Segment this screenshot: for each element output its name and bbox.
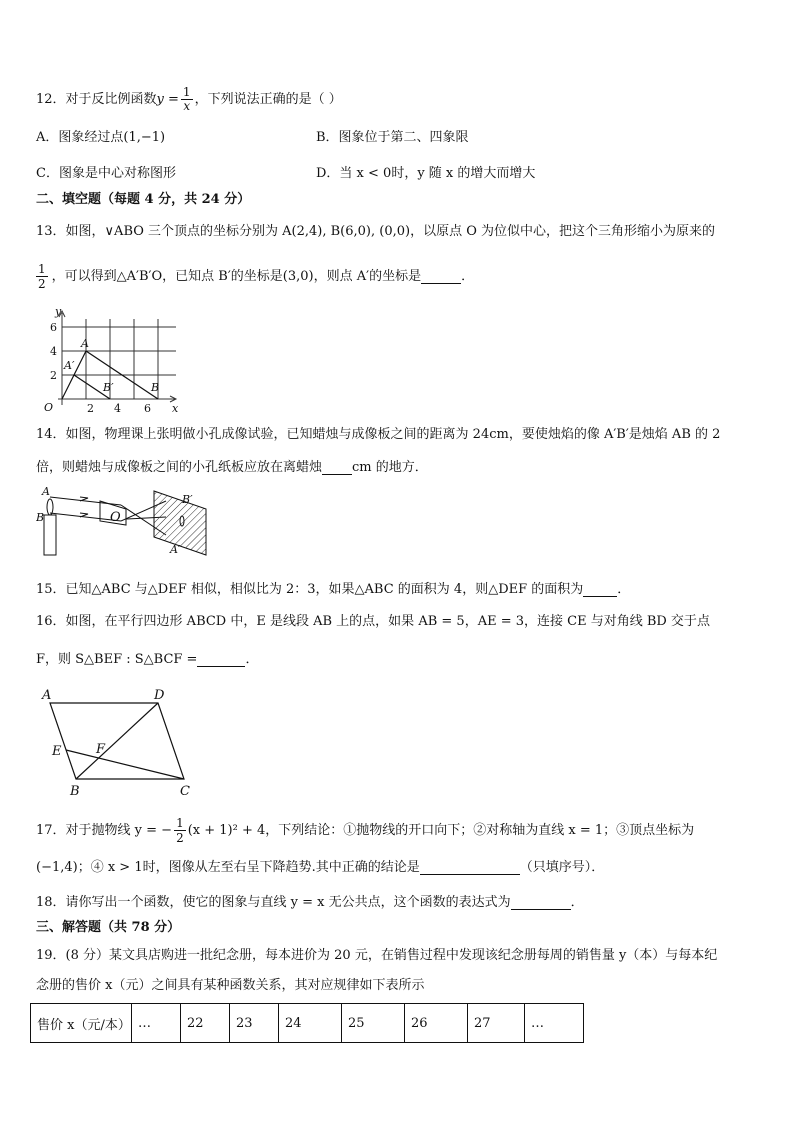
q12-func-lhs: y = — [156, 92, 179, 107]
table-cell: 27 — [468, 1004, 525, 1043]
q19-line2: 念册的售价 x（元）之间具有某种函数关系，其对应规律如下表所示 — [36, 978, 425, 993]
q14-figure — [36, 485, 211, 559]
q16-line2: F，则 S△BEF : S△BCF = ． — [36, 652, 259, 667]
q16-answer-blank[interactable] — [197, 652, 245, 667]
q14-label-O: O — [110, 510, 121, 525]
table-cell: … — [525, 1004, 584, 1043]
q14-answer-blank[interactable] — [322, 460, 352, 475]
q16-figure — [36, 685, 206, 800]
q13-y-axis-label: y — [55, 305, 62, 318]
q18-answer-blank[interactable] — [511, 895, 571, 910]
q19-price-table — [30, 1003, 584, 1043]
q13-label-A-prime: A′ — [64, 359, 75, 372]
q14-label-B-prime: B′ — [182, 493, 193, 506]
q13-line2: $\frac{1}{2}$ ，可以得到△A′B′O，已知点 B′的坐标是(3,0)，则点 A′的坐标是 ． — [38, 262, 475, 291]
q12-option-b: B．图象位于第二、四象限 — [316, 130, 469, 145]
q14-label-A: A — [42, 485, 50, 498]
q12-fraction: $\frac{1}{x}$ — [182, 85, 191, 113]
q13-figure — [36, 305, 186, 415]
candle-icon — [44, 515, 56, 555]
q13-label-B-prime: B′ — [103, 381, 114, 394]
q13-x-axis-label: x — [172, 402, 179, 415]
q13-label-A: A — [81, 337, 89, 350]
q13-y-tick-6: 6 — [50, 321, 57, 334]
q12-option-c: C．图象是中心对称图形 — [36, 166, 176, 181]
q13-label-B: B — [151, 381, 160, 394]
section-3-heading: 三、解答题（共 78 分） — [36, 920, 181, 935]
q14-line1: 14．如图，物理课上张明做小孔成像试验，已知蜡烛与成像板之间的距离为 24cm，要使烛焰的像 A′B′是烛焰 AB 的 2 — [36, 427, 721, 442]
q14-label-B: B — [36, 511, 45, 524]
table-cell: 25 — [342, 1004, 405, 1043]
q12-option-a: A．图象经过点(1,−1) — [36, 130, 166, 145]
q14-label-A-prime: A′ — [170, 543, 181, 556]
q15-answer-blank[interactable] — [583, 582, 617, 597]
q17-fraction: $\frac{1}{2}$ — [176, 816, 184, 845]
q12-stem: 12．对于反比例函数y = $\frac{1}{x}$ ，下列说法正确的是（ ） — [36, 85, 342, 113]
q13-fraction: $\frac{1}{2}$ — [38, 262, 46, 291]
section-2-heading: 二、填空题（每题 4 分，共 24 分） — [36, 192, 251, 207]
q12-option-d: D．当 x < 0时，y 随 x 的增大而增大 — [316, 166, 536, 181]
table-cell: 24 — [279, 1004, 342, 1043]
q13-x-tick-4: 4 — [114, 402, 121, 415]
table-cell: … — [132, 1004, 181, 1043]
table-cell: 22 — [181, 1004, 230, 1043]
q16-label-E: E — [52, 744, 62, 759]
table-header-cell: 售价 x（元/本） — [31, 1004, 132, 1043]
q17-line2: (−1,4)；④ x > 1时，图像从左至右呈下降趋势.其中正确的结论是 （只填序号）． — [36, 860, 605, 875]
q14-line2: 倍，则蜡烛与成像板之间的小孔纸板应放在离蜡烛 cm 的地方． — [36, 460, 428, 475]
q13-answer-blank[interactable] — [421, 269, 461, 284]
q13-y-tick-4: 4 — [50, 345, 57, 358]
q13-x-tick-2: 2 — [87, 402, 94, 415]
q17-answer-blank[interactable] — [420, 860, 520, 875]
q17-line1: 17．对于抛物线 y = − $\frac{1}{2}$ (x + 1)² + 4，下列结论：①抛物线的开口向下；②对称轴为直线 x = 1；③顶点坐标为 — [36, 816, 695, 845]
q19-line1: 19．(8 分）某文具店购进一批纪念册，每本进价为 20 元，在销售过程中发现该纪念册每周的销售量 y（本）与每本纪 — [36, 948, 718, 963]
q16-label-C: C — [180, 784, 190, 799]
q13-x-tick-6: 6 — [144, 402, 151, 415]
q16-label-D: D — [154, 688, 165, 703]
q13-y-tick-2: 2 — [50, 369, 57, 382]
table-cell: 23 — [230, 1004, 279, 1043]
q16-label-B: B — [70, 784, 80, 799]
q15-text: 15．已知△ABC 与△DEF 相似，相似比为 2：3，如果△ABC 的面积为 4，则△DEF 的面积为 ． — [36, 582, 631, 597]
q16-label-A: A — [42, 688, 52, 703]
q18-text: 18．请你写出一个函数，使它的图象与直线 y = x 无公共点，这个函数的表达式为 ． — [36, 895, 584, 910]
q13-line1: 13．如图，∨ABO 三个顶点的坐标分别为 A(2,4), B(6,0), (0,0)，以原点 O 为位似中心，把这个三角形缩小为原来的 — [36, 224, 716, 239]
table-cell: 26 — [405, 1004, 468, 1043]
q16-label-F: F — [96, 742, 106, 757]
q16-line1: 16．如图，在平行四边形 ABCD 中，E 是线段 AB 上的点，如果 AB = 5，AE = 3，连接 CE 与对角线 BD 交于点 — [36, 614, 710, 629]
q13-origin-label: O — [44, 401, 54, 414]
table-row — [31, 1004, 584, 1043]
